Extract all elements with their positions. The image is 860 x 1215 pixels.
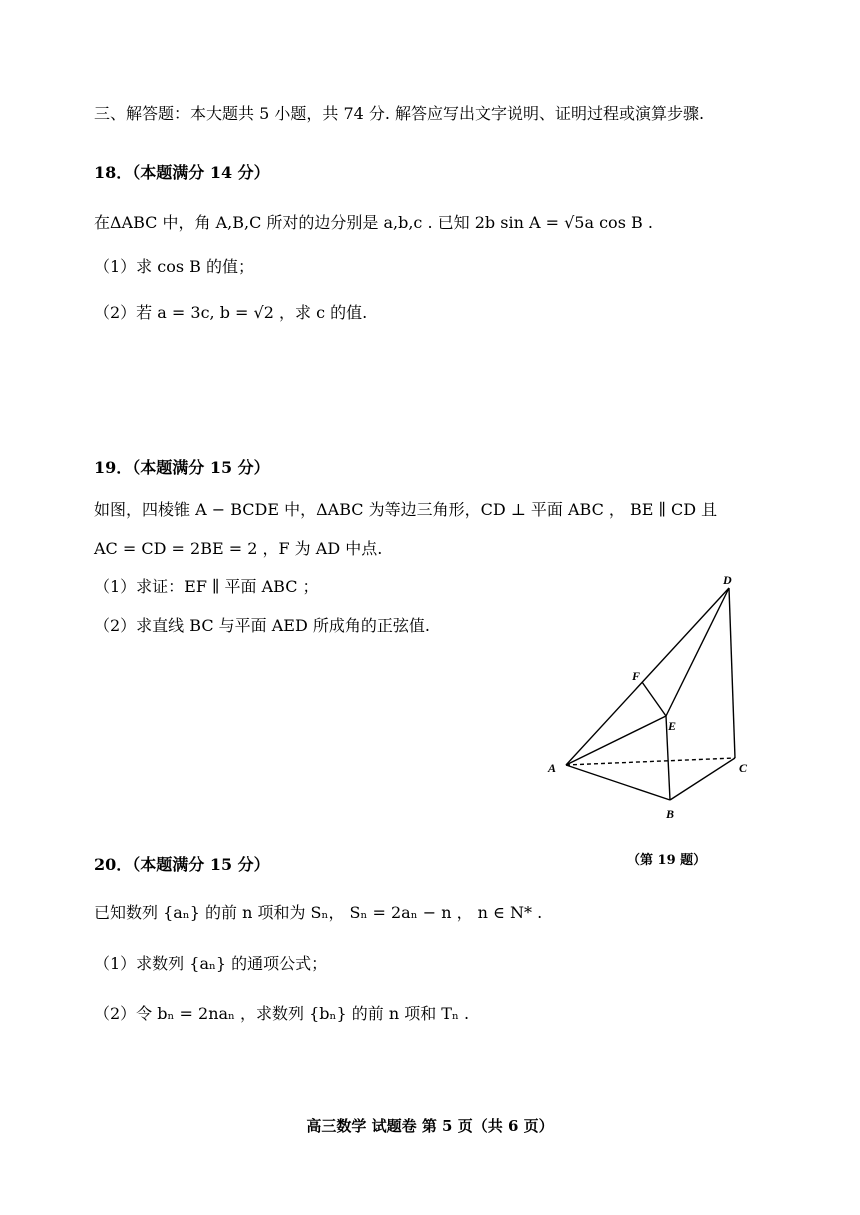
q19-stem-line1: 如图，四棱锥 A − BCDE 中，ΔABC 为等边三角形，CD ⊥ 平面 ABC ， BE ∥ CD 且 [94, 500, 718, 519]
edge-FE [642, 682, 666, 716]
label-C: C [739, 761, 748, 775]
q19-title: 19．（本题满分 15 分） [94, 458, 270, 477]
q19-part1: （1）求证：EF ∥ 平面 ABC ； [94, 577, 319, 596]
q19-part2: （2）求直线 BC 与平面 AED 所成角的正弦值. [94, 616, 430, 635]
label-D: D [723, 573, 732, 587]
q19-stem-line2: AC = CD = 2BE = 2 ，F 为 AD 中点. [94, 539, 383, 558]
page-footer: 高三数学 试题卷 第 5 页（共 6 页） [306, 1117, 554, 1135]
q18-title: 18．（本题满分 14 分） [94, 163, 270, 182]
edge-AB [566, 765, 670, 800]
figure-caption: （第 19 题） [627, 853, 707, 868]
q20-title: 20．（本题满分 15 分） [94, 855, 270, 874]
label-F: F [632, 669, 641, 683]
q20-stem: 已知数列 {aₙ} 的前 n 项和为 Sₙ， Sₙ = 2aₙ − n ， n ∈ N* . [94, 903, 543, 922]
label-E: E [668, 719, 677, 733]
edge-BC [670, 758, 735, 800]
q18-stem: 在ΔABC 中，角 A,B,C 所对的边分别是 a,b,c . 已知 2b sin A = √5a cos B . [94, 213, 653, 232]
edge-ED [666, 588, 729, 716]
q20-part1: （1）求数列 {aₙ} 的通项公式； [94, 954, 328, 973]
label-A: A [548, 761, 557, 775]
edge-AD [566, 588, 729, 765]
edge-DC [729, 588, 735, 758]
pyramid-figure [540, 565, 770, 835]
q18-part2: （2）若 a = 3c, b = √2 ，求 c 的值. [94, 303, 368, 322]
label-B: B [666, 807, 675, 821]
q18-part1: （1）求 cos B 的值； [94, 257, 255, 276]
section-header: 三、解答题：本大题共 5 小题，共 74 分. 解答应写出文字说明、证明过程或演算步骤. [94, 104, 705, 123]
edge-AC-hidden [566, 758, 735, 765]
q20-part2: （2）令 bₙ = 2naₙ ，求数列 {bₙ} 的前 n 项和 Tₙ . [94, 1004, 470, 1023]
edge-AE [566, 716, 666, 765]
